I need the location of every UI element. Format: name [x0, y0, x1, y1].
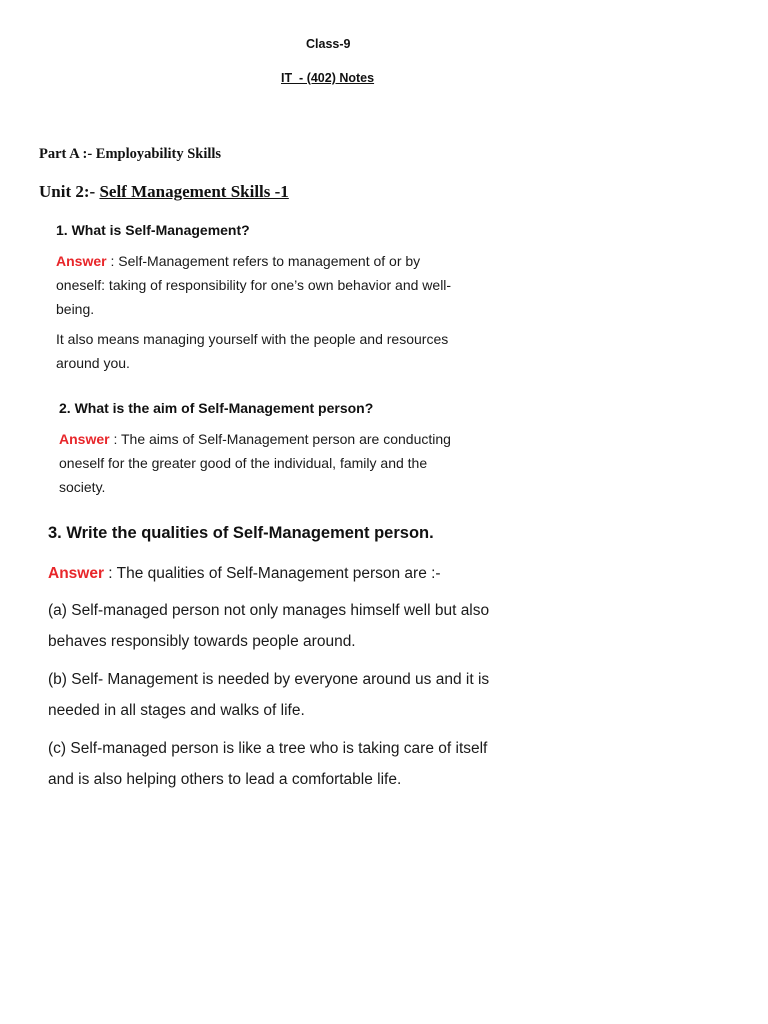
answer-2-line [59, 427, 619, 451]
point-line: behaves responsibly towards people around. [48, 633, 356, 650]
answer-text: : The aims of Self-Management person are conducting [109, 431, 451, 447]
answer-1-line: oneself: taking of responsibility for one’s own behavior and well- [56, 277, 452, 293]
answer-text: : The qualities of Self-Management person are :- [104, 565, 441, 582]
answer-label: Answer [48, 565, 104, 582]
answer-label: Answer [59, 431, 110, 447]
question-1: 1. What is Self-Management? [56, 222, 250, 238]
point-line: (a) Self-managed person not only manages himself well but also [48, 602, 490, 619]
point-line: and is also helping others to lead a comfortable life. [48, 771, 402, 788]
question-3: 3. Write the qualities of Self-Management person. [48, 524, 434, 542]
answer-1-extra-line: around you. [56, 355, 130, 371]
unit-prefix: Unit 2:- [39, 182, 100, 201]
answer-3-intro [48, 558, 648, 589]
answer-3 [48, 558, 648, 795]
question-2: 2. What is the aim of Self-Management person? [59, 400, 374, 416]
answer-2-line: society. [59, 479, 106, 495]
answer-label: Answer [56, 253, 107, 269]
answer-3-point-c [48, 733, 648, 795]
answer-1 [56, 249, 616, 375]
part-heading: Part A :- Employability Skills [39, 146, 222, 162]
point-line: (c) Self-managed person is like a tree who is taking care of itself [48, 740, 488, 757]
point-line: (b) Self- Management is needed by everyone around us and it is [48, 671, 490, 688]
answer-3-point-a [48, 595, 648, 657]
answer-1-line [56, 249, 616, 273]
unit-title: Self Management Skills -1 [99, 182, 289, 201]
answer-text: : Self-Management refers to management of or by [106, 253, 421, 269]
unit-heading [39, 182, 289, 202]
point-line: needed in all stages and walks of life. [48, 702, 305, 719]
answer-3-point-b [48, 664, 648, 726]
subject-label: IT - (402) Notes [281, 71, 375, 85]
answer-2 [59, 427, 619, 499]
answer-1-line: being. [56, 301, 95, 317]
class-label: Class-9 [306, 37, 351, 51]
answer-1-extra-line: It also means managing yourself with the people and resources [56, 331, 449, 347]
answer-2-line: oneself for the greater good of the individual, family and the [59, 455, 428, 471]
